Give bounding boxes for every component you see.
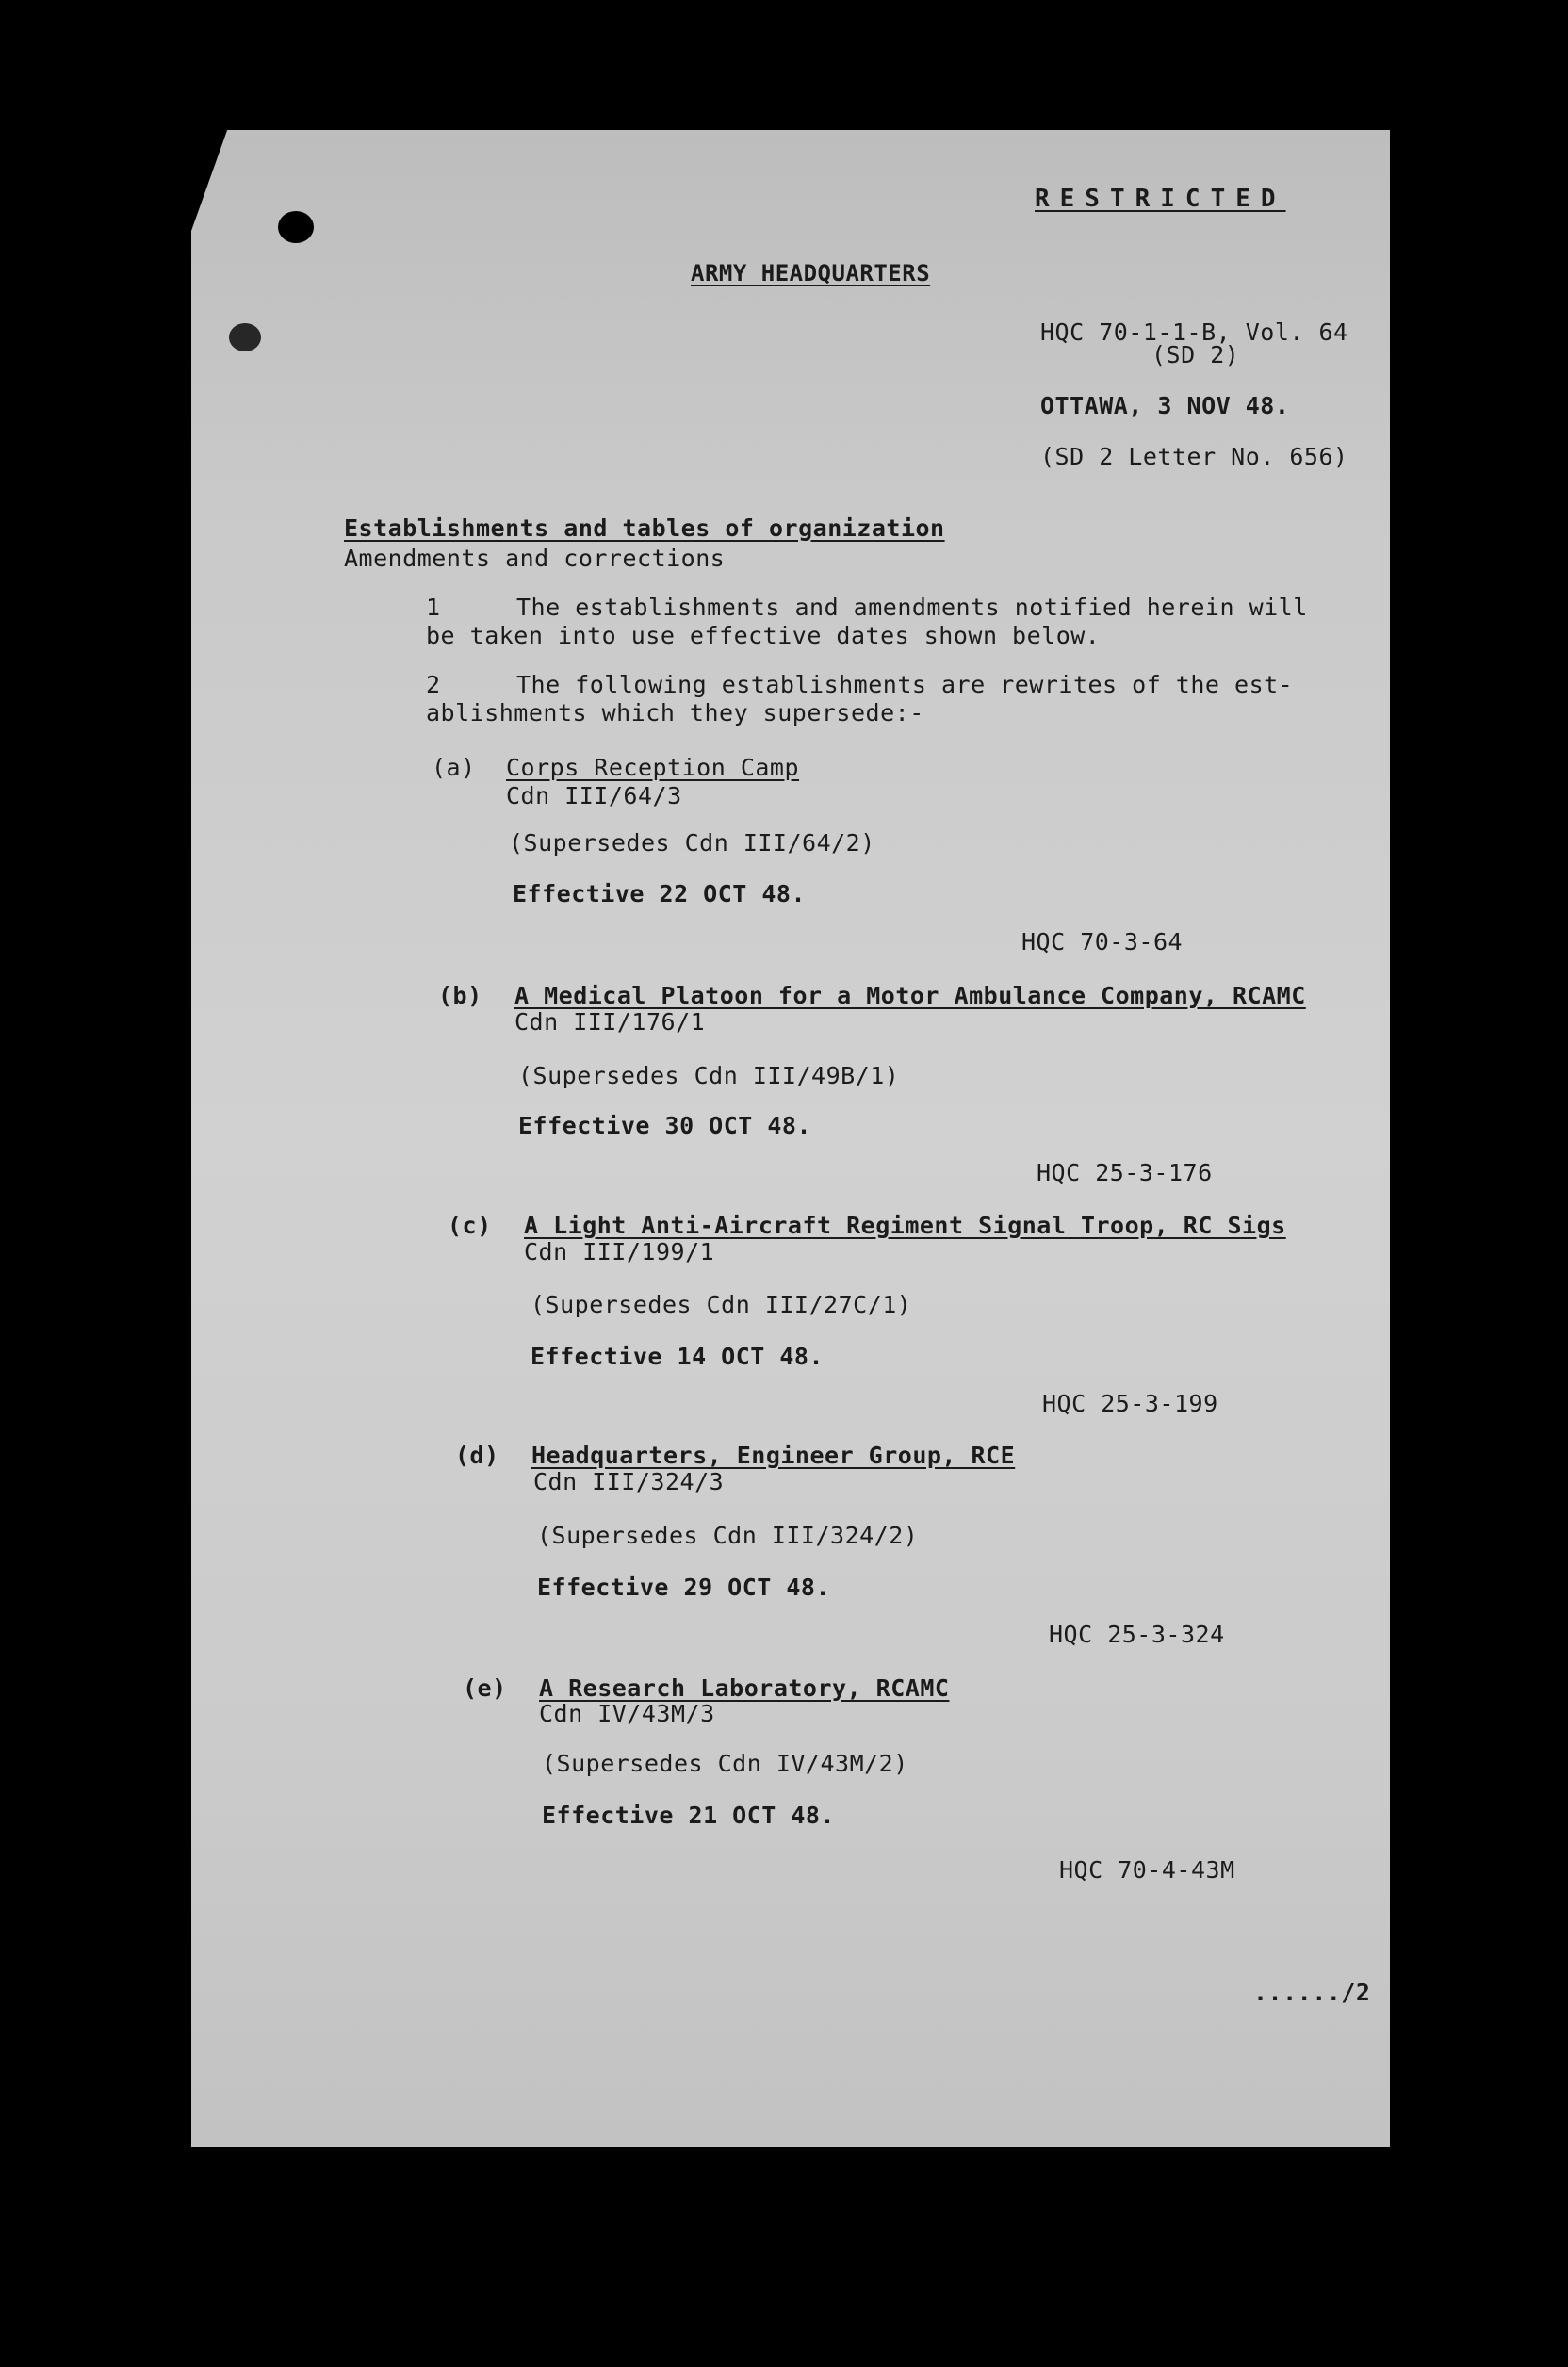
file-ref: HQC 25-3-176 [1037,1159,1213,1186]
file-ref: HQC 70-4-43M [1059,1856,1235,1884]
letter-number: (SD 2 Letter No. 656) [1040,443,1348,470]
effective-date: Effective 21 OCT 48. [542,1802,836,1829]
file-reference: HQC 70-1-1-B, Vol. 64 [1040,318,1348,346]
establishment-number: Cdn IV/43M/3 [539,1700,715,1727]
supersedes-note: (Supersedes Cdn III/49B/1) [518,1062,900,1089]
paragraph-2-line-1: The following establishments are rewrites of the est- [516,671,1294,698]
establishment-title: A Research Laboratory, RCAMC [539,1674,950,1702]
establishment-number: Cdn III/64/3 [506,782,682,809]
establishment-title: Headquarters, Engineer Group, RCE [531,1442,1016,1469]
file-ref: HQC 25-3-324 [1049,1621,1225,1648]
paragraph-2-line-2: ablishments which they supersede:- [426,699,924,726]
establishment-number: Cdn III/176/1 [514,1008,706,1036]
subject-line-1: Establishments and tables of organization [344,514,945,542]
establishment-number: Cdn III/324/3 [533,1468,725,1495]
item-letter: (e) [463,1674,507,1702]
page-continuation: ....../2 [1253,1979,1371,2006]
supersedes-note: (Supersedes Cdn III/64/2) [509,829,875,857]
effective-date: Effective 14 OCT 48. [531,1343,825,1370]
file-reference-sub: (SD 2) [1152,341,1240,368]
item-letter: (b) [438,982,482,1009]
establishment-title: A Medical Platoon for a Motor Ambulance Company, RCAMC [514,982,1306,1009]
file-ref: HQC 70-3-64 [1021,928,1184,955]
paragraph-1-line-1: The establishments and amendments notified herein will [516,594,1308,621]
effective-date: Effective 30 OCT 48. [518,1112,812,1139]
paragraph-2-number: 2 [426,671,441,698]
effective-date: Effective 29 OCT 48. [537,1574,831,1601]
place-and-date: OTTAWA, 3 NOV 48. [1040,392,1290,419]
establishment-title: A Light Anti-Aircraft Regiment Signal Troop, RC Sigs [524,1212,1286,1239]
effective-date: Effective 22 OCT 48. [513,880,807,907]
item-letter: (c) [448,1212,492,1239]
punch-hole-mark [278,211,314,243]
supersedes-note: (Supersedes Cdn III/324/2) [537,1522,919,1549]
item-letter: (d) [455,1442,499,1469]
supersedes-note: (Supersedes Cdn IV/43M/2) [542,1750,908,1777]
classification-mark: RESTRICTED [1035,185,1286,213]
office-heading: ARMY HEADQUARTERS [691,260,931,286]
establishment-number: Cdn III/199/1 [524,1238,715,1265]
subject-line-2: Amendments and corrections [344,545,726,572]
supersedes-note: (Supersedes Cdn III/27C/1) [531,1291,912,1318]
file-ref: HQC 25-3-199 [1042,1390,1218,1417]
item-letter: (a) [432,754,476,781]
paragraph-1-number: 1 [426,594,441,621]
punch-hole-mark [229,323,261,351]
paragraph-1-line-2: be taken into use effective dates shown below. [426,622,1101,649]
establishment-title: Corps Reception Camp [506,754,800,781]
